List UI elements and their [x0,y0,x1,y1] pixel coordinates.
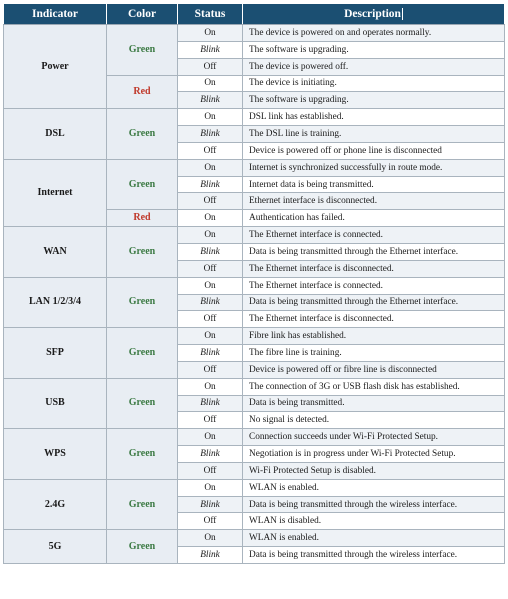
led-color-label: Green [107,159,178,210]
status-cell: On [178,227,243,244]
indicator-name-dsl: DSL [4,109,107,160]
header-description [243,4,505,25]
status-cell: Off [178,58,243,75]
description-cell: Device is powered off or phone line is disconnected [243,142,505,159]
description-cell: Data is being transmitted through the wireless interface. [243,496,505,513]
description-cell: Fibre link has established. [243,328,505,345]
description-cell: The device is initiating. [243,75,505,92]
status-cell: Blink [178,496,243,513]
indicator-name-5g: 5G [4,530,107,564]
table-row [4,159,505,176]
status-cell: Blink [178,41,243,58]
status-cell: On [178,75,243,92]
description-cell: Data is being transmitted. [243,395,505,412]
description-cell: The Ethernet interface is connected. [243,227,505,244]
description-cell: Data is being transmitted through the wireless interface. [243,547,505,564]
description-cell: The device is powered on and operates normally. [243,25,505,42]
description-cell: DSL link has established. [243,109,505,126]
led-color-label: Green [107,479,178,530]
status-cell: On [178,159,243,176]
status-cell: Off [178,142,243,159]
indicator-name-sfp: SFP [4,328,107,379]
indicator-name-power: Power [4,25,107,109]
status-cell: Off [178,361,243,378]
status-cell: On [178,328,243,345]
table-row [4,109,505,126]
table-row [4,479,505,496]
status-cell: Off [178,260,243,277]
led-color-label: Green [107,25,178,76]
led-color-label: Green [107,227,178,278]
table-row [4,378,505,395]
led-indicator-table [3,3,505,564]
description-cell: The Ethernet interface is connected. [243,277,505,294]
table-row [4,277,505,294]
status-cell: On [178,530,243,547]
description-cell: Negotiation is in progress under Wi-Fi Protected Setup. [243,446,505,463]
indicator-name-wan: WAN [4,227,107,278]
description-cell: The DSL line is training. [243,126,505,143]
header-indicator: Indicator [4,4,107,25]
description-cell: Ethernet interface is disconnected. [243,193,505,210]
status-cell: Off [178,412,243,429]
description-cell: Connection succeeds under Wi-Fi Protected Setup. [243,429,505,446]
status-cell: Blink [178,126,243,143]
description-cell: WLAN is disabled. [243,513,505,530]
status-cell: On [178,429,243,446]
led-color-label: Green [107,109,178,160]
led-color-label: Red [107,210,178,227]
table-row [4,429,505,446]
description-cell: The software is upgrading. [243,92,505,109]
status-cell: Off [178,311,243,328]
description-cell: Data is being transmitted through the Ethernet interface. [243,243,505,260]
description-cell: The device is powered off. [243,58,505,75]
status-cell: Blink [178,446,243,463]
description-cell: The Ethernet interface is disconnected. [243,311,505,328]
status-cell: On [178,277,243,294]
table-row [4,328,505,345]
status-cell: On [178,479,243,496]
status-cell: On [178,378,243,395]
header-status: Status [178,4,243,25]
led-color-label: Green [107,328,178,379]
status-cell: Blink [178,345,243,362]
led-color-label: Green [107,277,178,328]
status-cell: On [178,210,243,227]
table-row [4,227,505,244]
status-cell: Blink [178,176,243,193]
led-color-label: Red [107,75,178,109]
led-color-label: Green [107,530,178,564]
indicator-name-lan-1-2-3-4: LAN 1/2/3/4 [4,277,107,328]
header-color: Color [107,4,178,25]
status-cell: Blink [178,395,243,412]
status-cell: Blink [178,547,243,564]
description-cell: Device is powered off or fibre line is disconnected [243,361,505,378]
description-cell: WLAN is enabled. [243,530,505,547]
status-cell: Off [178,193,243,210]
table-body [4,25,505,564]
table-row [4,530,505,547]
indicator-name-2-4g: 2.4G [4,479,107,530]
description-cell: Internet is synchronized successfully in route mode. [243,159,505,176]
text-cursor [402,8,403,20]
status-cell: Off [178,462,243,479]
status-cell: Blink [178,294,243,311]
indicator-name-wps: WPS [4,429,107,480]
description-cell: No signal is detected. [243,412,505,429]
description-cell: Authentication has failed. [243,210,505,227]
header-description-label: Description [344,7,401,20]
description-cell: Wi-Fi Protected Setup is disabled. [243,462,505,479]
description-cell: WLAN is enabled. [243,479,505,496]
led-color-label: Green [107,378,178,429]
description-cell: The software is upgrading. [243,41,505,58]
description-cell: The fibre line is training. [243,345,505,362]
status-cell: On [178,109,243,126]
description-cell: Internet data is being transmitted. [243,176,505,193]
indicator-name-internet: Internet [4,159,107,226]
table-row [4,25,505,42]
status-cell: Blink [178,92,243,109]
status-cell: Blink [178,243,243,260]
status-cell: Off [178,513,243,530]
header-row [4,4,505,25]
status-cell: On [178,25,243,42]
indicator-name-usb: USB [4,378,107,429]
description-cell: The connection of 3G or USB flash disk has established. [243,378,505,395]
led-color-label: Green [107,429,178,480]
description-cell: Data is being transmitted through the Ethernet interface. [243,294,505,311]
description-cell: The Ethernet interface is disconnected. [243,260,505,277]
